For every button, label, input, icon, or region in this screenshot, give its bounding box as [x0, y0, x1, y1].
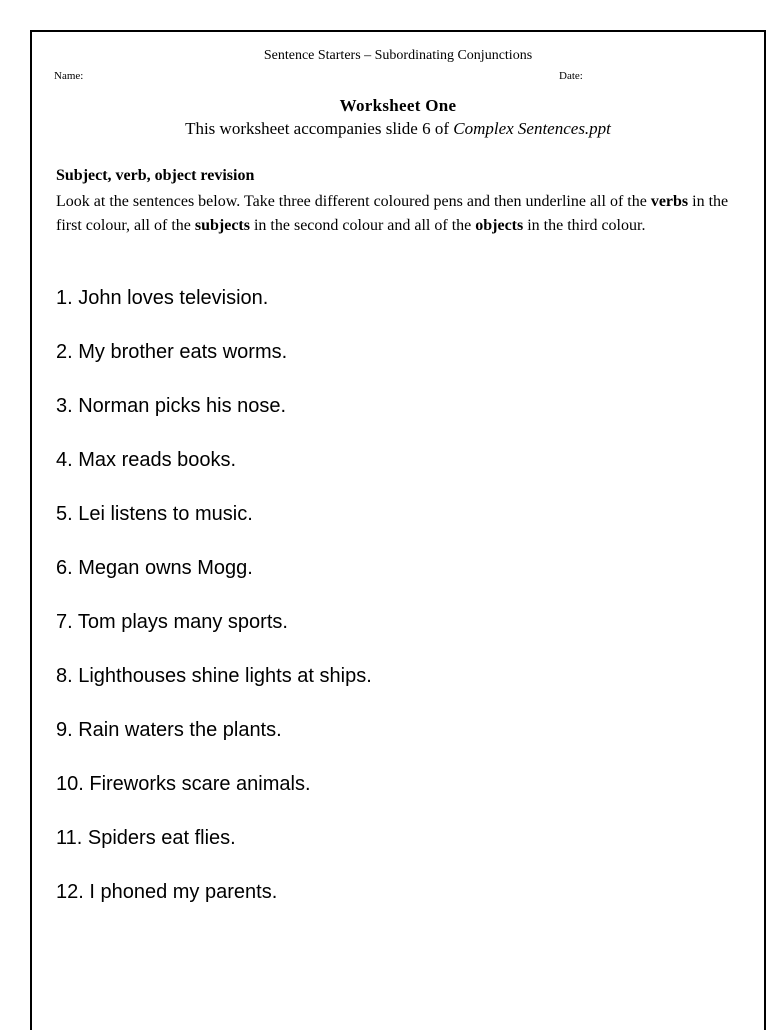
sentence-item: 7. Tom plays many sports. [56, 611, 288, 633]
instructions-paragraph [56, 190, 736, 238]
instr-verbs: verbs [650, 193, 689, 210]
date-label: Date: [559, 70, 583, 82]
subtitle-filename: Complex Sentences.ppt [453, 119, 611, 138]
sentence-item: 8. Lighthouses shine lights at ships. [56, 665, 372, 687]
instr-part-2: in the first colour, all of the [56, 193, 729, 234]
sentence-list [56, 284, 372, 932]
worksheet-subtitle [32, 119, 764, 139]
sentence-item: 5. Lei listens to music. [56, 503, 253, 525]
sentence-item: 3. Norman picks his nose. [56, 395, 287, 417]
worksheet-page [30, 30, 766, 1030]
sentence-item: 12. I phoned my parents. [56, 881, 278, 903]
instr-part-3: in the second colour and all of the [249, 217, 476, 234]
worksheet-title: Worksheet One [339, 96, 457, 115]
section-heading: Subject, verb, object revision [56, 167, 255, 184]
sentence-item: 9. Rain waters the plants. [56, 719, 282, 741]
instr-part-1: Look at the sentences below. Take three different coloured pens and then underline all of the [56, 193, 651, 210]
sentence-item: 10. Fireworks scare animals. [56, 773, 311, 795]
name-label: Name: [54, 70, 84, 82]
sentence-item: 6. Megan owns Mogg. [56, 557, 253, 579]
instr-objects: objects [475, 217, 524, 234]
sentence-item: 1. John loves television. [56, 287, 269, 309]
sentence-item: 4. Max reads books. [56, 449, 237, 471]
sentence-item: 11. Spiders eat flies. [56, 827, 236, 849]
instr-part-4: in the third colour. [523, 217, 646, 234]
instr-subjects: subjects [194, 217, 250, 234]
header-title: Sentence Starters – Subordinating Conjunctions [263, 48, 533, 63]
sentence-item: 2. My brother eats worms. [56, 341, 288, 363]
subtitle-prefix: This worksheet accompanies slide 6 of [185, 119, 454, 138]
